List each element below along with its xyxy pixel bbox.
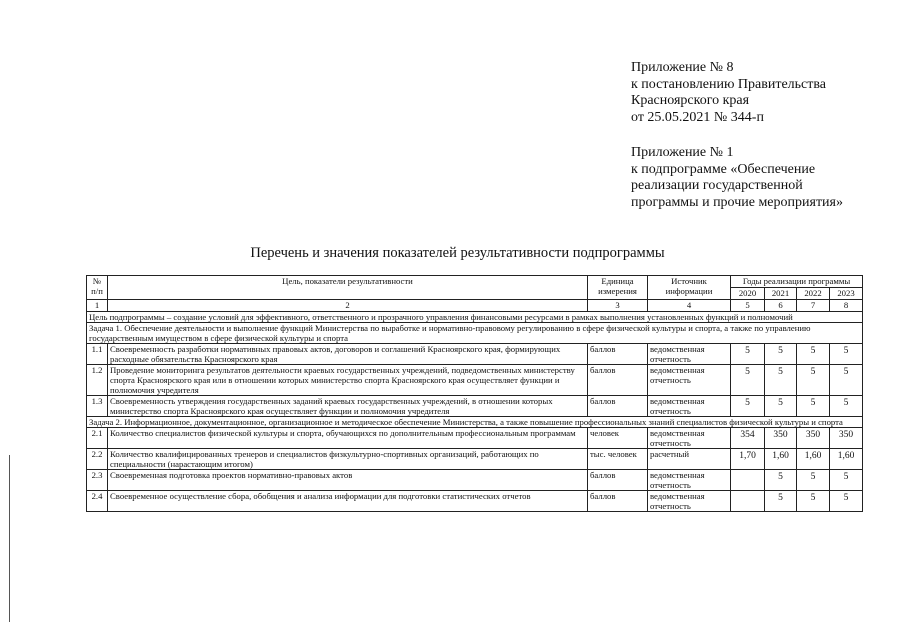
table-row [87, 449, 863, 470]
row-value-2023: 350 [830, 428, 863, 449]
table-row [87, 491, 863, 512]
row-value-2020: 1,70 [731, 449, 765, 470]
task-row [87, 417, 863, 428]
column-number: 1 [87, 300, 108, 312]
table-row [87, 365, 863, 396]
task1-text: Задача 1. Обеспечение деятельности и выполнение функций Министерства по выработке и нормативно-правовому регулированию в сфере физической культуры и спорта, а также по управлению государственным имуществом в сфере физической культуры и спорта [87, 323, 863, 344]
row-num: 2.4 [87, 491, 108, 512]
row-value-2020: 5 [731, 344, 765, 365]
row-source: ведомственная отчетность [648, 470, 731, 491]
row-value-2021: 1,60 [765, 449, 797, 470]
column-number: 5 [731, 300, 765, 312]
row-num: 2.1 [87, 428, 108, 449]
header-year: 2023 [830, 288, 863, 300]
header-year: 2022 [797, 288, 830, 300]
row-value-2023: 5 [830, 396, 863, 417]
appendix-main-line4: от 25.05.2021 № 344-п [631, 109, 764, 125]
row-unit: баллов [588, 344, 648, 365]
row-indicator: Количество специалистов физической культуры и спорта, обучающихся по дополнительным профессиональным программам [108, 428, 588, 449]
table-row [87, 396, 863, 417]
indicators-table [86, 275, 863, 512]
column-number: 2 [108, 300, 588, 312]
document-title: Перечень и значения показателей результативности подпрограммы [250, 245, 665, 261]
row-unit: баллов [588, 365, 648, 396]
header-years-group: Годы реализации программы [731, 276, 863, 288]
row-value-2023: 5 [830, 344, 863, 365]
row-value-2023: 5 [830, 491, 863, 512]
row-value-2022: 5 [797, 491, 830, 512]
row-value-2022: 350 [797, 428, 830, 449]
row-value-2021: 5 [765, 344, 797, 365]
column-number: 7 [797, 300, 830, 312]
row-source: ведомственная отчетность [648, 491, 731, 512]
row-unit: человек [588, 428, 648, 449]
row-value-2021: 5 [765, 396, 797, 417]
row-indicator: Своевременное осуществление сбора, обобщения и анализа информации для подготовки статистических отчетов [108, 491, 588, 512]
row-source: ведомственная отчетность [648, 365, 731, 396]
appendix-sub-line4: программы и прочие мероприятия» [631, 194, 843, 210]
row-value-2023: 5 [830, 470, 863, 491]
column-number: 6 [765, 300, 797, 312]
row-value-2022: 5 [797, 396, 830, 417]
row-num: 1.2 [87, 365, 108, 396]
column-number: 3 [588, 300, 648, 312]
column-number: 8 [830, 300, 863, 312]
row-unit: баллов [588, 396, 648, 417]
row-num: 1.3 [87, 396, 108, 417]
row-num: 2.3 [87, 470, 108, 491]
row-indicator: Своевременная подготовка проектов нормативно-правовых актов [108, 470, 588, 491]
row-unit: баллов [588, 470, 648, 491]
appendix-main-line1: Приложение № 8 [631, 60, 734, 75]
column-number-row [87, 300, 863, 312]
row-source: ведомственная отчетность [648, 344, 731, 365]
row-value-2020: 5 [731, 396, 765, 417]
row-value-2023: 5 [830, 365, 863, 396]
appendix-sub-line3: реализации государственной [631, 178, 803, 193]
task2-text: Задача 2. Информационное, документационное, организационное и методическое обеспечение Министерства, а также повышение профессиональных знаний специалистов физической культуры и спорта [87, 417, 863, 428]
scan-edge-line [9, 455, 10, 622]
row-value-2020: 354 [731, 428, 765, 449]
row-source: ведомственная отчетность [648, 396, 731, 417]
appendix-main-line3: Красноярского края [631, 93, 750, 108]
row-indicator: Проведение мониторинга результатов деятельности краевых государственных учреждений, подведомственных министерству спорта Красноярского края или в отношении которых министерство спорта Красноярского края осуществляет функции и полномочия учредителя [108, 365, 588, 396]
table-row [87, 344, 863, 365]
row-unit: баллов [588, 491, 648, 512]
appendix-sub-line1: Приложение № 1 [631, 145, 734, 160]
row-value-2021: 5 [765, 491, 797, 512]
header-year: 2021 [765, 288, 797, 300]
header-num: № п/п [87, 276, 108, 300]
row-value-2022: 1,60 [797, 449, 830, 470]
row-value-2021: 5 [765, 470, 797, 491]
column-number: 4 [648, 300, 731, 312]
appendix-main-line2: к постановлению Правительства [631, 76, 827, 92]
row-value-2021: 350 [765, 428, 797, 449]
task-row [87, 323, 863, 344]
row-value-2022: 5 [797, 344, 830, 365]
appendix-sub-line2: к подпрограмме «Обеспечение [631, 161, 816, 177]
row-unit: тыс. человек [588, 449, 648, 470]
row-value-2021: 5 [765, 365, 797, 396]
table-row [87, 470, 863, 491]
row-num: 1.1 [87, 344, 108, 365]
table-row [87, 428, 863, 449]
row-indicator: Своевременность утверждения государственных заданий краевых государственных учреждений, в отношении которых министерство спорта Красноярского края осуществляет функции и полномочия учредителя [108, 396, 588, 417]
header-source: Источник информации [648, 276, 731, 300]
row-value-2020 [731, 491, 765, 512]
appendix-sub-block [631, 145, 843, 211]
row-value-2022: 5 [797, 365, 830, 396]
row-indicator: Количество квалифицированных тренеров и специалистов физкультурно-спортивных организаций, работающих по специальности (нарастающим итогом) [108, 449, 588, 470]
header-row-top [87, 276, 863, 288]
header-goal: Цель, показатели результативности [108, 276, 588, 300]
row-value-2022: 5 [797, 470, 830, 491]
row-indicator: Своевременность разработки нормативных правовых актов, договоров и соглашений Красноярского края, формирующих расходные обязательства Красноярского края [108, 344, 588, 365]
row-value-2020: 5 [731, 365, 765, 396]
row-source: ведомственная отчетность [648, 428, 731, 449]
row-value-2020 [731, 470, 765, 491]
header-unit: Единица измерения [588, 276, 648, 300]
row-num: 2.2 [87, 449, 108, 470]
row-source: расчетный [648, 449, 731, 470]
row-value-2023: 1,60 [830, 449, 863, 470]
goal-text: Цель подпрограммы – создание условий для эффективного, ответственного и прозрачного управления финансовыми ресурсами в рамках выполнения установленных функций и полномочий [87, 312, 863, 323]
header-year: 2020 [731, 288, 765, 300]
goal-row [87, 312, 863, 323]
appendix-main-block [631, 60, 826, 126]
